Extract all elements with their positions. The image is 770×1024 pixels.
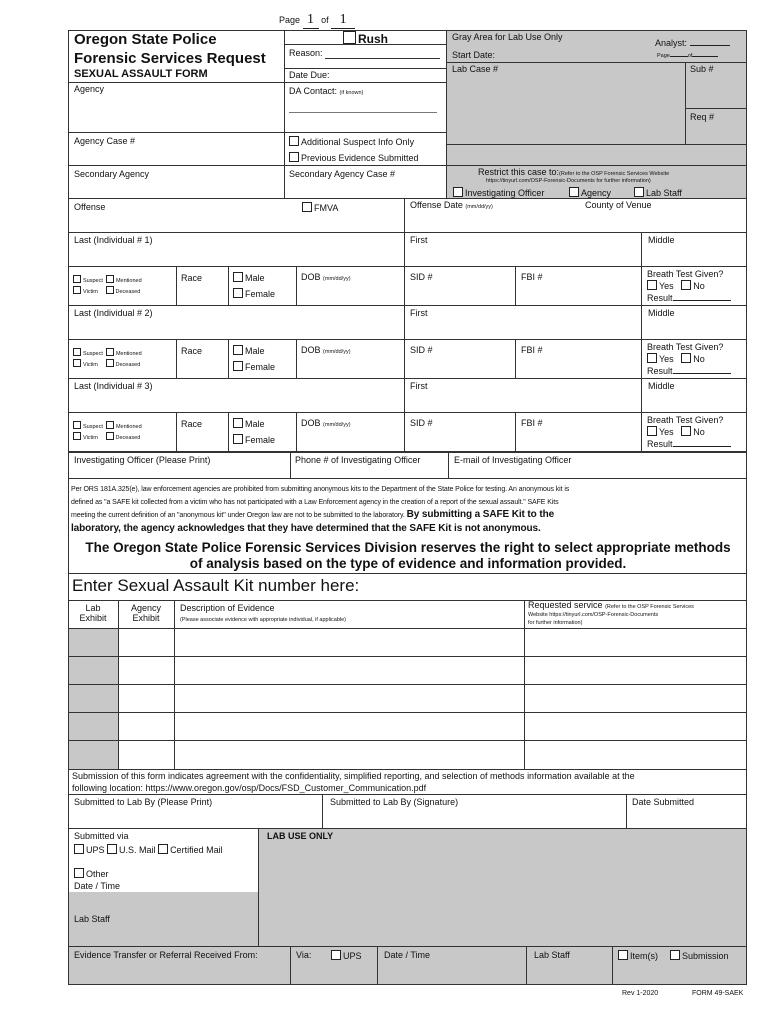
secondary-agency-label: Secondary Agency — [74, 169, 150, 179]
reason-label: Reason: — [289, 48, 323, 58]
breath-test-label: Breath Test Given? — [647, 415, 724, 425]
fbi-label: FBI # — [521, 418, 543, 428]
mentioned-label: Mentioned — [115, 278, 142, 284]
analyst-label: Analyst: — [655, 38, 688, 48]
kit-number-prompt: Enter Sexual Assault Kit number here: — [72, 576, 360, 595]
victim-label: Victim — [83, 362, 98, 368]
mentioned-label: Mentioned — [115, 351, 142, 357]
fbi-label: FBI # — [521, 272, 543, 282]
deceased-label: Deceased — [115, 289, 141, 295]
additional-suspect-label: Additional Suspect Info Only — [301, 137, 415, 147]
start-date-label: Start Date: — [452, 50, 496, 60]
officer-email-label: E-mail of Investigating Officer — [454, 455, 572, 465]
sub-label: Sub # — [690, 64, 714, 74]
suspect-label: Suspect — [83, 278, 103, 284]
dob-format: (mm/dd/yy) — [323, 349, 351, 355]
victim-label: Victim — [83, 435, 98, 441]
deceased-label: Deceased — [115, 435, 141, 441]
first-name-label: First — [410, 381, 428, 391]
restrict-investigating-label: Investigating Officer — [465, 188, 545, 198]
sid-label: SID # — [410, 345, 433, 355]
previous-evidence-label: Previous Evidence Submitted — [301, 153, 419, 163]
restrict-lab-staff-label: Lab Staff — [646, 188, 682, 198]
lab-page-label: Page — [657, 53, 670, 59]
other-label: Other — [86, 869, 109, 879]
male-label: Male — [245, 419, 265, 429]
da-contact-note: (if known) — [339, 90, 364, 96]
race-label: Race — [181, 346, 203, 356]
usmail-label: U.S. Mail — [119, 845, 156, 855]
col-description-note: (Please associate evidence with appropriate individual, if applicable) — [180, 617, 347, 623]
no-label: No — [693, 281, 705, 291]
restrict-title-text: Restrict this case to: — [478, 167, 560, 177]
secondary-case-label: Secondary Agency Case # — [289, 169, 396, 179]
col-agency-text-2: Exhibit — [132, 613, 160, 623]
first-name-label: First — [410, 308, 428, 318]
fbi-label: FBI # — [521, 345, 543, 355]
breath-test-label: Breath Test Given? — [647, 342, 724, 352]
form-subtitle: SEXUAL ASSAULT FORM — [74, 68, 208, 80]
male-label: Male — [245, 346, 265, 356]
col-service-note-2: Website https://tinyurl.com/OSP-Forensic-Documents — [528, 612, 659, 618]
dob-text: DOB — [301, 345, 321, 355]
result-label: Result — [647, 293, 673, 303]
middle-name-label: Middle — [648, 308, 675, 318]
lab-staff-label: Lab Staff — [74, 914, 110, 924]
dob-text: DOB — [301, 418, 321, 428]
col-agency-text: Agency — [130, 603, 162, 613]
submitted-by-signature-label: Submitted to Lab By (Signature) — [330, 797, 459, 807]
submission-label: Submission — [682, 951, 729, 961]
notice-line-1: Per ORS 181A.325(e), law enforcement agencies are prohibited from submitting anonymous kits to the Department of the State Police for testing. An anonymous kit is — [71, 486, 570, 493]
yes-label: Yes — [659, 281, 674, 291]
col-service-note: (Refer to the OSP Forensic Services — [605, 604, 694, 610]
col-description: Description of Evidence — [180, 603, 275, 613]
no-label: No — [693, 354, 705, 364]
lab-case-label: Lab Case # — [452, 64, 499, 74]
req-label: Req # — [690, 112, 715, 122]
items-label: Item(s) — [630, 951, 658, 961]
female-label: Female — [245, 362, 276, 372]
submitted-by-print-label: Submitted to Lab By (Please Print) — [74, 797, 213, 807]
no-label: No — [693, 427, 705, 437]
col-lab-text-2: Exhibit — [79, 613, 107, 623]
offense-date-text: Offense Date — [410, 200, 463, 210]
date-time-label: Date / Time — [74, 881, 121, 891]
last-name-label: Last (Individual # 1) — [74, 235, 153, 245]
transfer-lab-staff-label: Lab Staff — [534, 950, 570, 960]
page-label: Page — [279, 15, 301, 25]
rush-label: Rush — [358, 32, 388, 46]
fmva-label: FMVA — [314, 203, 339, 213]
restrict-url: https://tinyurl.com/OSP-Forensic-Documents for further information) — [486, 178, 651, 184]
first-name-label: First — [410, 235, 428, 245]
received-from-label: Evidence Transfer or Referral Received From: — [74, 950, 258, 960]
dob-format: (mm/dd/yy) — [323, 422, 351, 428]
transfer-date-time-label: Date / Time — [384, 950, 431, 960]
reservation-line-1: The Oregon State Police Forensic Services Division reserves the right to select appropriate methods — [85, 540, 731, 555]
offense-date-format: (mm/dd/yy) — [465, 204, 493, 210]
result-label: Result — [647, 366, 673, 376]
middle-name-label: Middle — [648, 381, 675, 391]
col-lab-text: Lab — [85, 603, 101, 613]
result-label: Result — [647, 439, 673, 449]
suspect-label: Suspect — [83, 424, 103, 430]
race-label: Race — [181, 273, 203, 283]
sid-label: SID # — [410, 418, 433, 428]
last-name-label: Last (Individual # 3) — [74, 381, 153, 391]
lab-use-only-label: LAB USE ONLY — [267, 831, 334, 841]
female-label: Female — [245, 289, 276, 299]
form-title-agency: Oregon State Police — [74, 31, 217, 48]
restrict-note: (Refer to the OSP Forensic Services Website — [559, 171, 670, 177]
date-due-label: Date Due: — [289, 70, 330, 80]
lab-of-label: of — [687, 53, 693, 59]
middle-name-label: Middle — [648, 235, 675, 245]
suspect-label: Suspect — [83, 351, 103, 357]
revision-label: Rev 1-2020 — [622, 990, 659, 997]
reservation-line-2: of analysis based on the type of evidence and information provided. — [189, 556, 627, 571]
col-service-note-3: for further information) — [528, 620, 583, 626]
notice-line-2: defined as "a SAFE kit collected from a victim who has not participated with a Law Enforcement agency in the creation of a report of the sexual assault." SAFE Kits — [71, 498, 559, 506]
submitted-via-label: Submitted via — [74, 831, 129, 841]
yes-label: Yes — [659, 427, 674, 437]
page-total-field[interactable]: 1 — [331, 12, 355, 29]
notice-line-4-bold: laboratory, the agency acknowledges that they have determined that the SAFE Kit is not anonymous. — [71, 522, 541, 534]
last-name-label: Last (Individual # 2) — [74, 308, 153, 318]
dob-format: (mm/dd/yy) — [323, 276, 351, 282]
agency-label: Agency — [74, 84, 105, 94]
notice-line-3-bold: By submitting a SAFE Kit to the — [406, 509, 555, 520]
ups-label: UPS — [86, 845, 105, 855]
offense-label: Offense — [74, 202, 106, 212]
page-number-field[interactable]: 1 — [303, 12, 319, 29]
col-service-text: Requested service — [528, 600, 603, 610]
agency-case-label: Agency Case # — [74, 136, 136, 146]
agreement-line-1: Submission of this form indicates agreement with the confidentiality, simplified reporting, and selection of methods information available at the — [72, 771, 635, 781]
lab-area-title: Gray Area for Lab Use Only — [452, 32, 563, 42]
mentioned-label: Mentioned — [115, 424, 142, 430]
victim-label: Victim — [83, 289, 98, 295]
certified-mail-label: Certified Mail — [170, 845, 223, 855]
breath-test-label: Breath Test Given? — [647, 269, 724, 279]
male-label: Male — [245, 273, 265, 283]
form-number: FORM 49-SAEK — [692, 990, 744, 997]
sid-label: SID # — [410, 272, 433, 282]
deceased-label: Deceased — [115, 362, 141, 368]
agreement-line-2: following location: https://www.oregon.gov/osp/Docs/FSD_Customer_Communication.pdf — [72, 783, 427, 793]
yes-label: Yes — [659, 354, 674, 364]
county-label: County of Venue — [585, 200, 652, 210]
date-submitted-label: Date Submitted — [632, 797, 695, 807]
female-label: Female — [245, 435, 276, 445]
da-contact-text: DA Contact: — [289, 86, 338, 96]
officer-name-label: Investigating Officer (Please Print) — [74, 455, 211, 465]
officer-phone-label: Phone # of Investigating Officer — [295, 455, 421, 465]
via-label: Via: — [296, 950, 312, 960]
of-label: of — [321, 15, 329, 25]
transfer-ups-label: UPS — [343, 951, 362, 961]
notice-line-3-text: meeting the current definition of an "anonymous kit" under Oregon law are not to be submitted to the laboratory. — [71, 512, 405, 519]
restrict-agency-label: Agency — [581, 188, 612, 198]
race-label: Race — [181, 419, 203, 429]
form-title: Forensic Services Request — [74, 50, 266, 67]
dob-text: DOB — [301, 272, 321, 282]
